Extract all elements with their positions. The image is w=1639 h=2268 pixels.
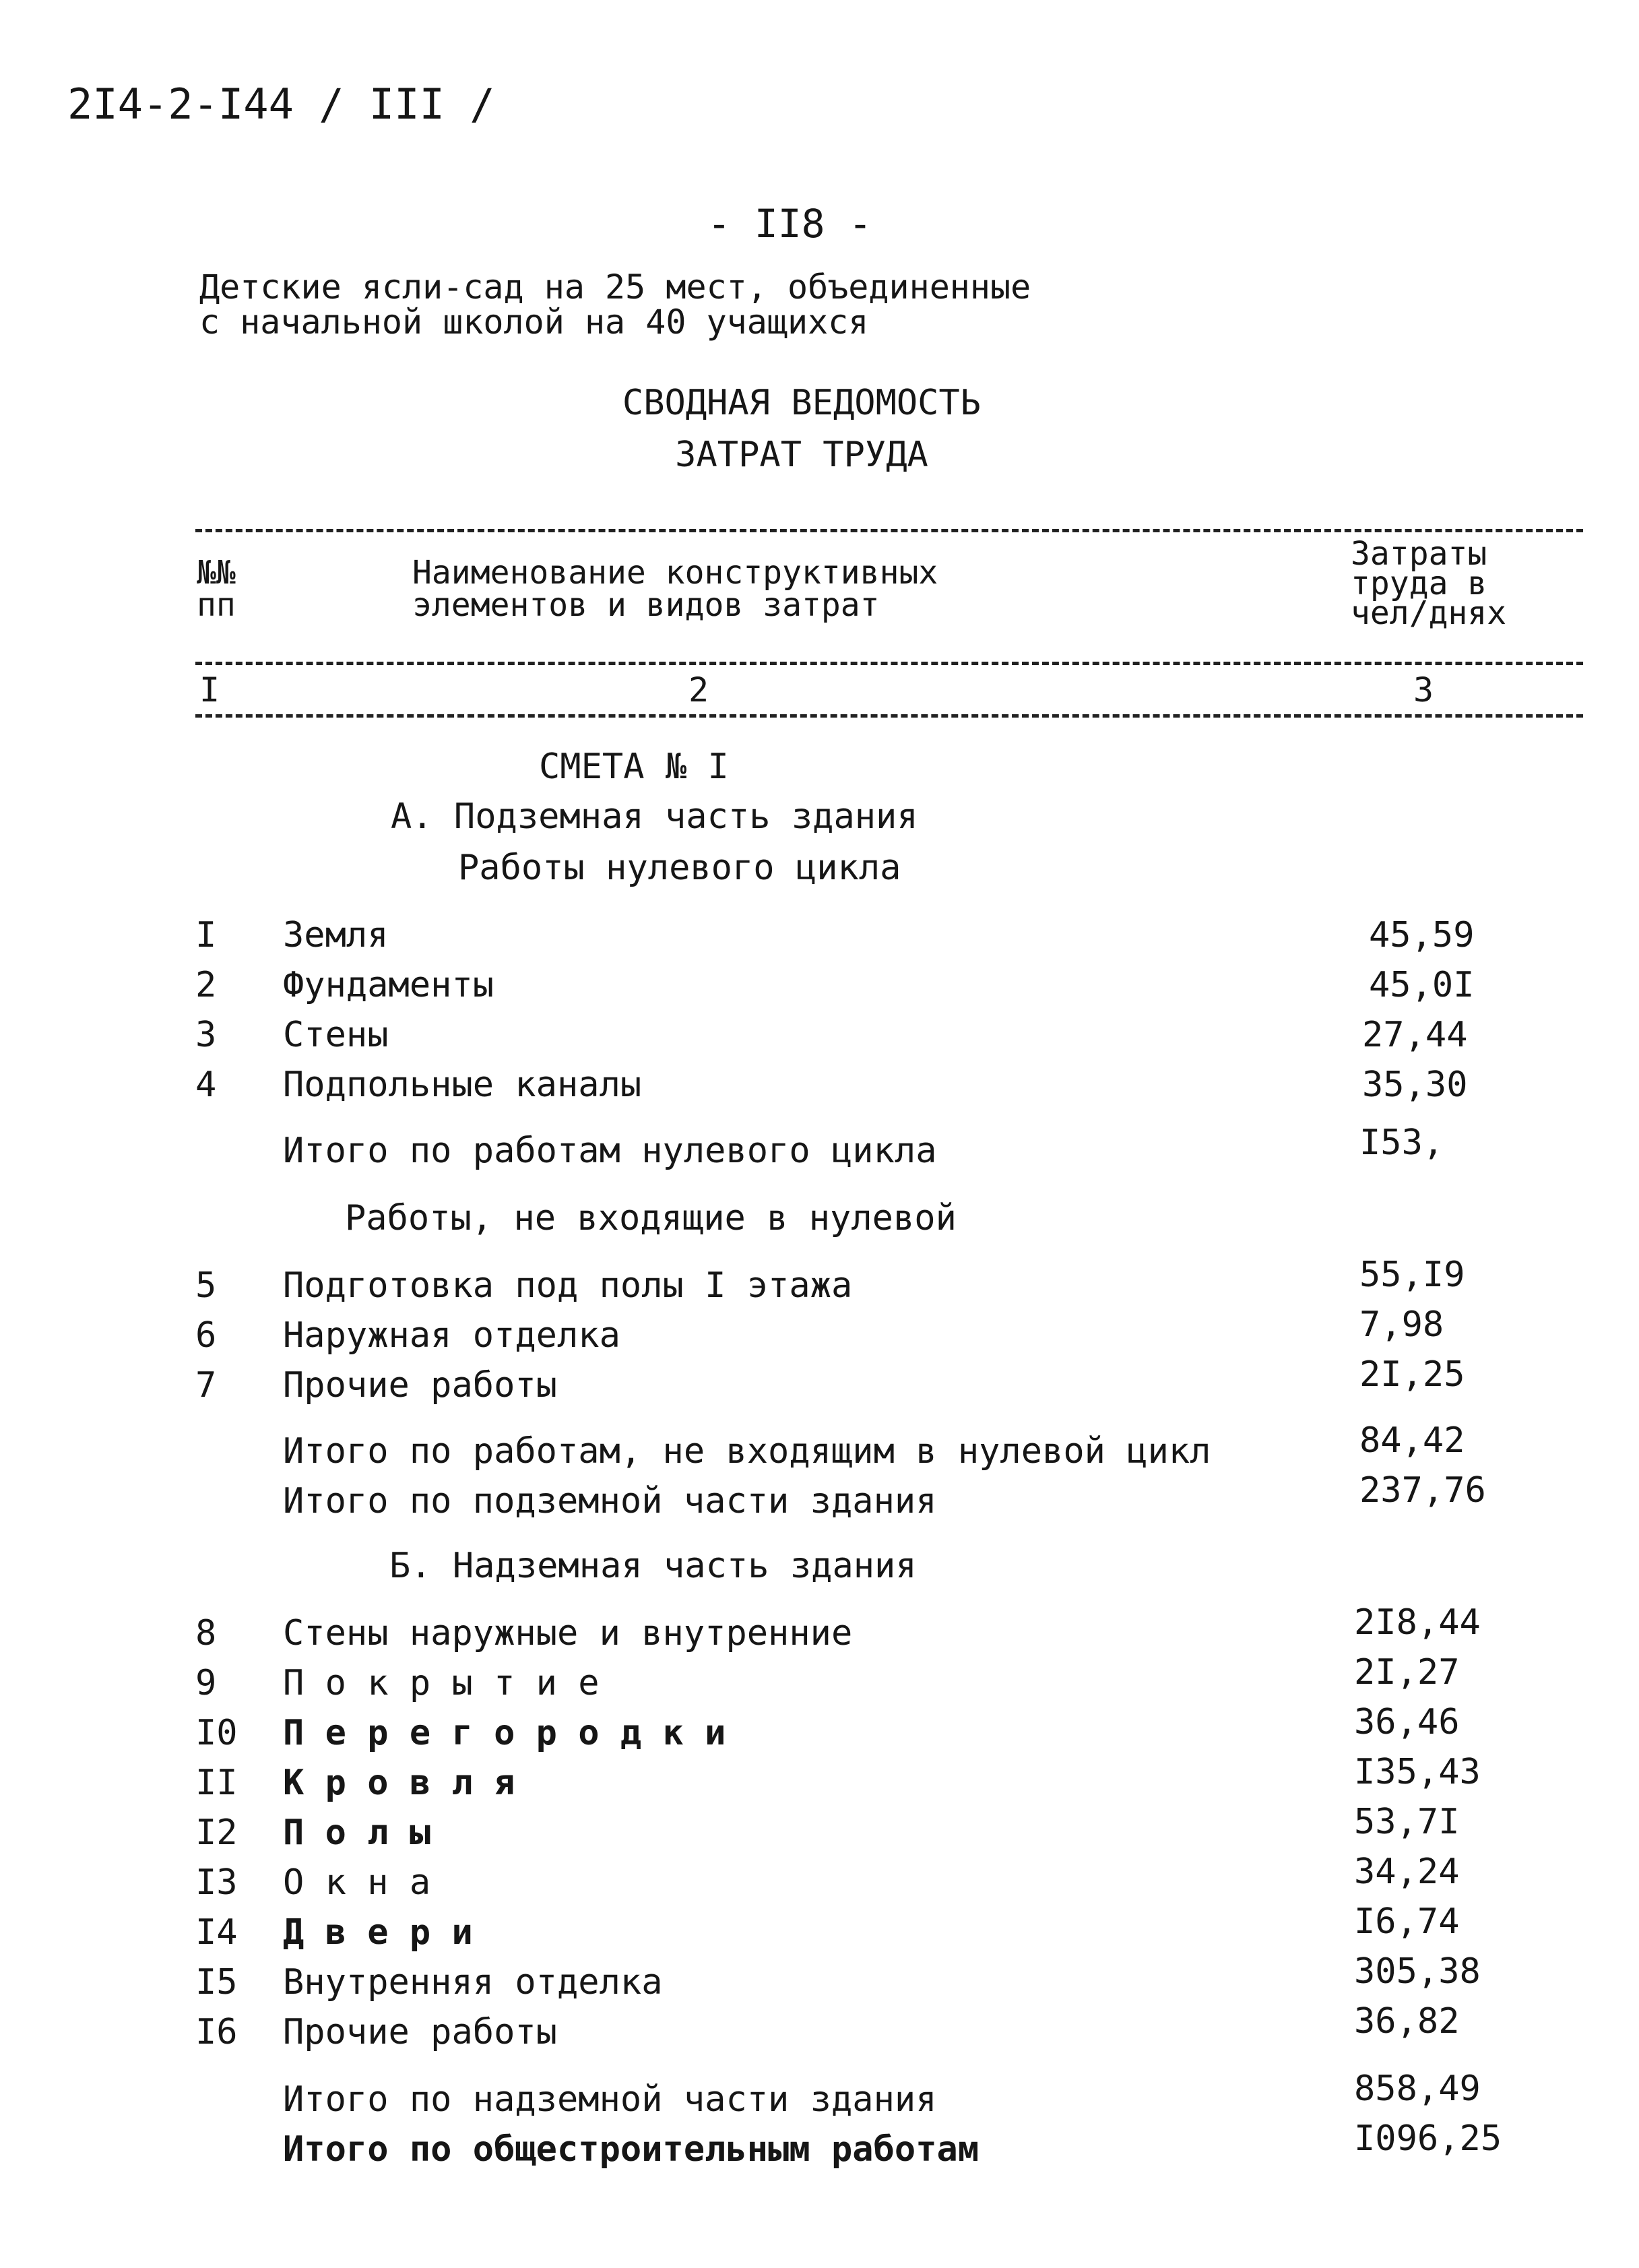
total-label: Итого по работам, не входящим в нулевой цикл	[283, 1431, 1211, 1472]
row-number: 2	[195, 965, 217, 1005]
document-subtitle	[199, 267, 1031, 342]
row-value: 2I,27	[1354, 1652, 1460, 1693]
col-header-value-line-3: чел/днях	[1351, 594, 1507, 632]
row-name: П е р е г о р о д к и	[283, 1713, 726, 1753]
section-a-title: А. Подземная часть здания	[391, 796, 918, 837]
row-number: I6	[195, 2012, 238, 2052]
row-value: 55,I9	[1359, 1255, 1465, 1295]
row-value: 7,98	[1359, 1304, 1444, 1345]
col-header-name-line-1: Наименование конструктивных	[412, 554, 938, 592]
row-name: Прочие работы	[283, 1365, 557, 1406]
table-rule-bottom	[195, 714, 1583, 718]
row-name: Подпольные каналы	[283, 1065, 642, 1105]
title-line-1: СВОДНАЯ ВЕДОМОСТЬ	[622, 383, 982, 423]
table-rule-middle	[195, 662, 1583, 665]
row-name: Внутренняя отделка	[283, 1962, 663, 2003]
row-value: I35,43	[1354, 1752, 1481, 1792]
row-name: Стены	[283, 1015, 389, 1055]
document-code: 2I4-2-I44 / III /	[67, 80, 495, 129]
row-number: 5	[195, 1265, 217, 1306]
row-name: Земля	[283, 915, 389, 955]
estimate-title: СМЕТА № I	[539, 747, 729, 787]
row-number: 7	[195, 1365, 217, 1406]
row-value: 45,0I	[1369, 965, 1475, 1005]
col-header-value-line-1: Затраты	[1351, 535, 1487, 573]
total-value: I096,25	[1354, 2118, 1502, 2159]
row-name: П о к р ы т и е	[283, 1663, 600, 1703]
page-number: - II8 -	[707, 201, 872, 247]
total-value: 858,49	[1354, 2069, 1481, 2109]
column-number-1: I	[199, 670, 220, 710]
col-header-name-line-2: элементов и видов затрат	[412, 586, 880, 624]
col-header-value-line-2: труда в	[1351, 565, 1487, 602]
total-value: 84,42	[1359, 1420, 1465, 1461]
subtitle-line-2: с начальной школой на 40 учащихся	[199, 303, 869, 342]
subtitle-line-1: Детские ясли-сад на 25 мест, объединенные	[199, 267, 1031, 307]
row-value: 27,44	[1362, 1015, 1468, 1055]
row-number: I4	[195, 1912, 238, 1953]
col-header-name	[412, 554, 938, 624]
row-value: 305,38	[1354, 1951, 1481, 1992]
col-header-number-line-1: №№	[197, 554, 236, 592]
row-value: 2I,25	[1359, 1354, 1465, 1395]
row-value: 45,59	[1369, 915, 1475, 955]
row-name: К р о в л я	[283, 1763, 515, 1803]
row-number: 6	[195, 1315, 217, 1356]
row-name: П о л ы	[283, 1813, 431, 1853]
row-number: I	[195, 915, 217, 955]
column-number-3: 3	[1413, 670, 1434, 710]
row-value: 2I8,44	[1354, 1602, 1481, 1643]
col-header-number	[197, 554, 236, 624]
row-name: Фундаменты	[283, 965, 494, 1005]
row-number: 4	[195, 1065, 217, 1105]
total-label: Итого по подземной части здания	[283, 1481, 937, 1521]
row-number: 8	[195, 1613, 217, 1653]
row-number: I5	[195, 1962, 238, 2003]
row-number: I0	[195, 1713, 238, 1753]
row-name: Наружная отделка	[283, 1315, 620, 1356]
row-number: 9	[195, 1663, 217, 1703]
row-value: 35,30	[1362, 1065, 1468, 1105]
row-number: I3	[195, 1862, 238, 1903]
row-number: II	[195, 1763, 238, 1803]
title-line-2: ЗАТРАТ ТРУДА	[675, 435, 928, 475]
row-value: 53,7I	[1354, 1802, 1460, 1842]
section-a-subtitle-2: Работы, не входящие в нулевой	[345, 1198, 957, 1238]
total-value: I53,	[1359, 1123, 1444, 1163]
col-header-number-line-2: пп	[197, 586, 236, 624]
section-b-title: Б. Надземная часть здания	[389, 1546, 917, 1586]
row-name: Стены наружные и внутренние	[283, 1613, 853, 1653]
row-name: О к н а	[283, 1862, 431, 1903]
row-value: 36,46	[1354, 1702, 1460, 1742]
table-rule-top	[195, 529, 1583, 532]
row-number: I2	[195, 1813, 238, 1853]
total-value: 237,76	[1359, 1470, 1486, 1511]
row-value: 34,24	[1354, 1852, 1460, 1892]
total-label: Итого по общестроительным работам	[283, 2129, 979, 2170]
row-value: I6,74	[1354, 1901, 1460, 1942]
total-label: Итого по надземной части здания	[283, 2079, 937, 2120]
row-name: Д в е р и	[283, 1912, 473, 1953]
row-value: 36,82	[1354, 2001, 1460, 2042]
row-name: Прочие работы	[283, 2012, 557, 2052]
column-number-2: 2	[688, 670, 709, 710]
row-name: Подготовка под полы I этажа	[283, 1265, 853, 1306]
total-label: Итого по работам нулевого цикла	[283, 1131, 937, 1171]
col-header-value	[1351, 535, 1507, 632]
row-number: 3	[195, 1015, 217, 1055]
section-a-subtitle: Работы нулевого цикла	[458, 848, 901, 888]
